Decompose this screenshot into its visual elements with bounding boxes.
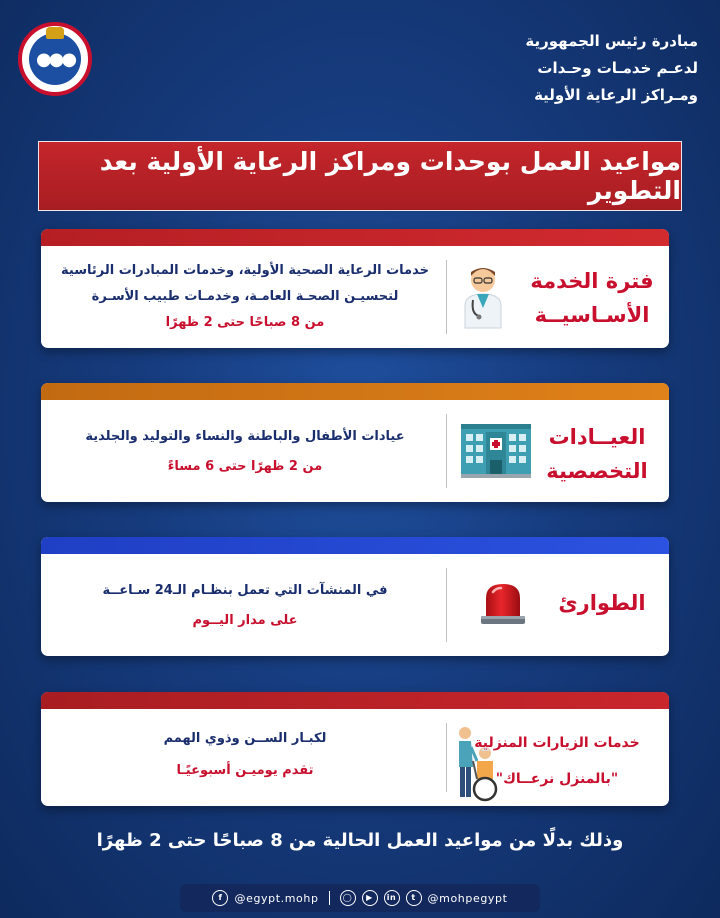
card-home-visits [41,692,669,806]
desc-line: خدمات الرعاية الصحية الأولية، وخدمات المبادرات الرئاسية [61,263,429,278]
card-strip [41,383,669,400]
card-strip [41,537,669,554]
divider [446,414,447,488]
facebook-handle[interactable]: @egypt.mohp [234,891,319,905]
family-icon: ●●● [35,48,75,70]
linkedin-icon[interactable]: in [384,890,400,906]
page-title-banner [38,141,682,211]
eagle-icon [46,27,64,39]
card-title [537,420,657,488]
initiative-text [498,28,698,109]
facebook-icon[interactable]: f [212,890,228,906]
card-basic-service [41,229,669,348]
card-title [527,264,657,332]
youtube-icon[interactable]: ▶ [362,890,378,906]
divider [446,723,447,792]
card-title-line: فترة الخدمة [530,269,654,293]
bottom-note: وذلك بدلًا من مواعيد العمل الحالية من 8 صباحًا حتى 2 ظهرًا [96,830,624,851]
card-description [55,723,435,787]
desc-line: في المنشآت التي تعمل بنظـام الـ24 سـاعــة [102,583,388,598]
card-title-line: التخصصية [546,459,648,483]
card-specialty-clinics [41,383,669,502]
hours-text: تقدم يوميـن أسبوعيًـا [176,763,314,778]
page-title: مواعيد العمل بوحدات ومراكز الرعاية الأولية بعد التطوير [99,147,681,205]
divider [446,260,447,334]
ministry-logo [18,22,92,96]
card-description [55,258,435,336]
initiative-line: مبادرة رئيس الجمهورية [525,32,698,50]
hours-text: على مدار اليــوم [192,613,298,628]
social-bar [180,884,540,912]
hours-text: من 2 ظهرًا حتى 6 مساءً [167,459,323,474]
card-title [547,586,657,620]
card-title-line: خدمات الزيارات المنزلية [474,735,640,751]
social-handle[interactable]: @mohpegypt [427,891,508,905]
card-description [55,422,435,482]
twitter-icon[interactable]: t [406,890,422,906]
card-title [457,725,657,797]
separator [329,891,330,905]
divider [446,568,447,642]
hospital-building-icon [461,424,531,482]
card-description [55,576,435,636]
card-strip [41,692,669,709]
card-title-line: الطوارئ [558,591,646,615]
desc-line: لكبـار الســن وذوي الهمم [163,731,327,746]
initiative-line: لدعـم خدمـات وحـدات [537,59,698,77]
card-title-line: "بالمنزل نرعــاك" [495,771,619,787]
instagram-icon[interactable]: ◯ [340,890,356,906]
doctor-icon [461,264,505,334]
card-title-line: العيــادات [548,425,646,449]
initiative-line: ومـراكز الرعاية الأولية [534,86,698,104]
desc-line: عيادات الأطفال والباطنة والنساء والتوليد والجلدية [85,429,405,444]
desc-line: لتحسيـن الصحـة العامـة، وخدمـات طبيب الأسـرة [91,289,399,304]
siren-icon [478,580,528,630]
hours-text: من 8 صباحًا حتى 2 ظهرًا [165,315,325,330]
card-title-line: الأسـاسيــة [534,303,650,327]
card-strip [41,229,669,246]
logo-emblem [29,33,81,85]
card-emergency [41,537,669,656]
